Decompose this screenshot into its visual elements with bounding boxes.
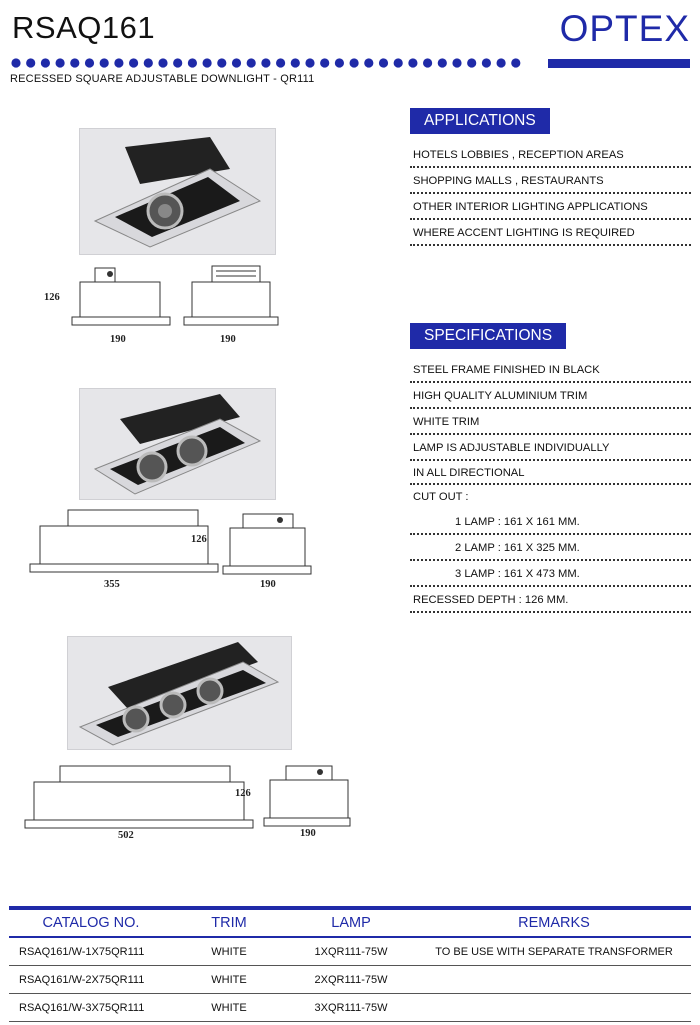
divider-dot [511, 58, 520, 67]
divider-dot [467, 58, 476, 67]
divider-dot [482, 58, 491, 67]
drawing-single [40, 262, 280, 347]
dot-divider [10, 56, 530, 70]
spec-item: IN ALL DIRECTIONAL [410, 461, 691, 485]
divider-dot [408, 58, 417, 67]
divider-dot [144, 58, 153, 67]
drawing-triple [20, 760, 360, 845]
cell-lamp: 2XQR111-75W [285, 966, 417, 994]
cell-trim: WHITE [173, 937, 285, 966]
divider-dot [276, 58, 285, 67]
divider-dot [379, 58, 388, 67]
column-header-trim: TRIM [173, 908, 285, 937]
column-header-catalog-no: CATALOG NO. [9, 908, 173, 937]
cell-trim: WHITE [173, 994, 285, 1022]
spec-item: STEEL FRAME FINISHED IN BLACK [410, 357, 691, 383]
divider-dot [364, 58, 373, 67]
divider-dot [320, 58, 329, 67]
divider-dot [203, 58, 212, 67]
model-title: RSAQ161 [12, 10, 156, 45]
brand-underline [548, 59, 690, 68]
divider-dot [247, 58, 256, 67]
drawing-double [18, 500, 318, 595]
cell-trim: WHITE [173, 966, 285, 994]
applications-heading: APPLICATIONS [410, 108, 550, 134]
cell-catalog-no: RSAQ161/W-3X75QR111 [9, 994, 173, 1022]
product-photo-single [79, 128, 276, 255]
divider-dot [497, 58, 506, 67]
spec-item: HIGH QUALITY ALUMINIUM TRIM [410, 383, 691, 409]
dim-width-front: 190 [110, 334, 126, 345]
specifications-heading: SPECIFICATIONS [410, 323, 566, 349]
spec-item: LAMP IS ADJUSTABLE INDIVIDUALLY [410, 435, 691, 461]
divider-dot [85, 58, 94, 67]
divider-dot [26, 58, 35, 67]
spec-item: 2 LAMP : 161 X 325 MM. [410, 535, 691, 561]
spec-item: 3 LAMP : 161 X 473 MM. [410, 561, 691, 587]
dim-width-front: 502 [118, 830, 134, 841]
divider-dot [188, 58, 197, 67]
divider-dot [41, 58, 50, 67]
application-item: OTHER INTERIOR LIGHTING APPLICATIONS [410, 194, 691, 220]
cell-lamp: 3XQR111-75W [285, 994, 417, 1022]
divider-dot [291, 58, 300, 67]
divider-dot [452, 58, 461, 67]
divider-dot [335, 58, 344, 67]
cell-catalog-no: RSAQ161/W-2X75QR111 [9, 966, 173, 994]
cell-remarks [417, 994, 691, 1022]
column-header-remarks: REMARKS [417, 908, 691, 937]
divider-dot [217, 58, 226, 67]
spec-item: RECESSED DEPTH : 126 MM. [410, 587, 691, 613]
specifications-list [410, 357, 691, 613]
divider-dot [100, 58, 109, 67]
divider-dot [11, 58, 20, 67]
table-row [9, 966, 691, 994]
dim-width-front: 355 [104, 579, 120, 590]
brand-logo: OPTEX [559, 8, 690, 49]
cell-remarks [417, 966, 691, 994]
divider-dot [70, 58, 79, 67]
table-row [9, 994, 691, 1022]
spec-item: WHITE TRIM [410, 409, 691, 435]
divider-dot [423, 58, 432, 67]
dim-height: 126 [235, 788, 251, 799]
product-photo-triple [67, 636, 292, 750]
divider-dot [114, 58, 123, 67]
divider-dot [173, 58, 182, 67]
product-photo-double [79, 388, 276, 500]
catalog-header-row [9, 908, 691, 937]
application-item: SHOPPING MALLS , RESTAURANTS [410, 168, 691, 194]
product-subtitle: RECESSED SQUARE ADJUSTABLE DOWNLIGHT - QR111 [10, 73, 315, 85]
divider-dot [158, 58, 167, 67]
catalog-table [9, 906, 691, 1022]
cell-remarks: TO BE USE WITH SEPARATE TRANSFORMER [417, 937, 691, 966]
dim-height: 126 [44, 292, 60, 303]
application-item: HOTELS LOBBIES , RECEPTION AREAS [410, 142, 691, 168]
table-row [9, 937, 691, 966]
applications-list [410, 142, 691, 246]
application-item: WHERE ACCENT LIGHTING IS REQUIRED [410, 220, 691, 246]
cell-catalog-no: RSAQ161/W-1X75QR111 [9, 937, 173, 966]
column-header-lamp: LAMP [285, 908, 417, 937]
dim-height: 126 [191, 534, 207, 545]
divider-dot [350, 58, 359, 67]
divider-dot [232, 58, 241, 67]
divider-dot [438, 58, 447, 67]
divider-dot [261, 58, 270, 67]
divider-dot [394, 58, 403, 67]
divider-dot [56, 58, 65, 67]
divider-dot [129, 58, 138, 67]
spec-item: 1 LAMP : 161 X 161 MM. [410, 509, 691, 535]
dim-width-side: 190 [300, 828, 316, 839]
dim-width-side: 190 [260, 579, 276, 590]
spec-item: CUT OUT : [413, 491, 469, 503]
cell-lamp: 1XQR111-75W [285, 937, 417, 966]
dim-width-side: 190 [220, 334, 236, 345]
divider-dot [305, 58, 314, 67]
